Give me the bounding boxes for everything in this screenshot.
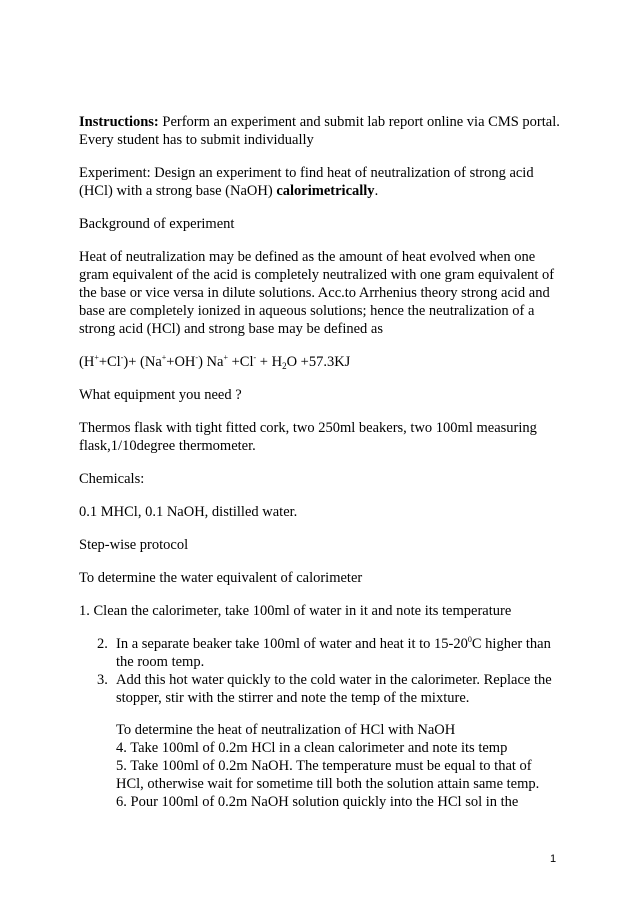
step-text: Add this hot water quickly to the cold water in the calorimeter. Replace the stopper, stir with the stirrer and note the temp of the mixture. [116,672,552,706]
instructions-label: Instructions: [79,114,159,130]
step-text: In a separate beaker take 100ml of water and heat it to 15-20 [116,636,468,652]
equation-part: +Cl [98,354,121,370]
equation-part: (H [79,354,95,370]
degree-superscript: 0 [467,635,472,644]
step-5: 5. Take 100ml of 0.2m NaOH. The temperature must be equal to that of HCl, otherwise wait for sometime till both the solution attain same temp. [116,758,540,792]
page-number: 1 [550,853,557,865]
instructions-paragraph [79,113,561,149]
equation-superscript: + [223,353,228,362]
step-4: 4. Take 100ml of 0.2m HCl in a clean calorimeter and note its temp [116,740,508,756]
equation-superscript: + [161,353,167,362]
experiment-bold-word: calorimetrically [276,183,375,199]
experiment-paragraph [79,164,561,200]
numbered-steps [79,635,561,707]
list-item [79,671,561,707]
equation-part: +OH [166,354,196,370]
background-heading: Background of experiment [79,216,235,232]
step-number: 2. [97,636,108,652]
neutralization-section [116,721,561,811]
step-text-end: C higher than the room temp. [116,636,551,670]
equation-part: +Cl [227,354,254,370]
equation-superscript: - [120,353,124,362]
water-equivalent-heading: To determine the water equivalent of calorimeter [79,570,363,586]
reaction-equation [79,353,561,371]
equation-superscript: - [195,353,199,362]
equipment-text: Thermos flask with tight fitted cork, two 250ml beakers, two 100ml measuring flask,1/10degree thermometer. [79,420,537,454]
background-text: Heat of neutralization may be defined as the amount of heat evolved when one gram equivalent of the acid is completely neutralized with one gram equivalent of the base or vice versa in dilute solutions. Acc.to Arrhenius theory strong acid and base are completely ionized in aqueous solutions; hence the neutralization of a strong acid (HCl) and strong base may be defined as [79,249,555,337]
equation-part: + H [256,354,283,370]
step-1: 1. Clean the calorimeter, take 100ml of water in it and note its temperature [79,603,512,619]
equation-part: O +57.3KJ [286,354,351,370]
equipment-heading: What equipment you need ? [79,387,242,403]
protocol-heading: Step-wise protocol [79,537,189,553]
chemicals-text: 0.1 MHCl, 0.1 NaOH, distilled water. [79,504,298,520]
instructions-text: Perform an experiment and submit lab report online via CMS portal. Every student has to submit individually [79,114,560,148]
equation-part: )+ (Na [123,354,162,370]
equation-subscript: 2 [282,361,287,371]
equation-superscript: - [253,353,257,362]
document-body [79,113,561,811]
experiment-text: Experiment: Design an experiment to find heat of neutralization of strong acid (HCl) with a strong base (NaOH) [79,165,534,199]
experiment-suffix: . [374,183,379,199]
equation-part: ) Na [198,354,224,370]
step-number: 3. [97,672,108,688]
step-6: 6. Pour 100ml of 0.2m NaOH solution quickly into the HCl sol in the [116,794,519,810]
neutralization-heading: To determine the heat of neutralization of HCl with NaOH [116,722,456,738]
chemicals-heading: Chemicals: [79,471,145,487]
list-item [79,635,561,671]
equation-superscript: + [94,353,99,362]
